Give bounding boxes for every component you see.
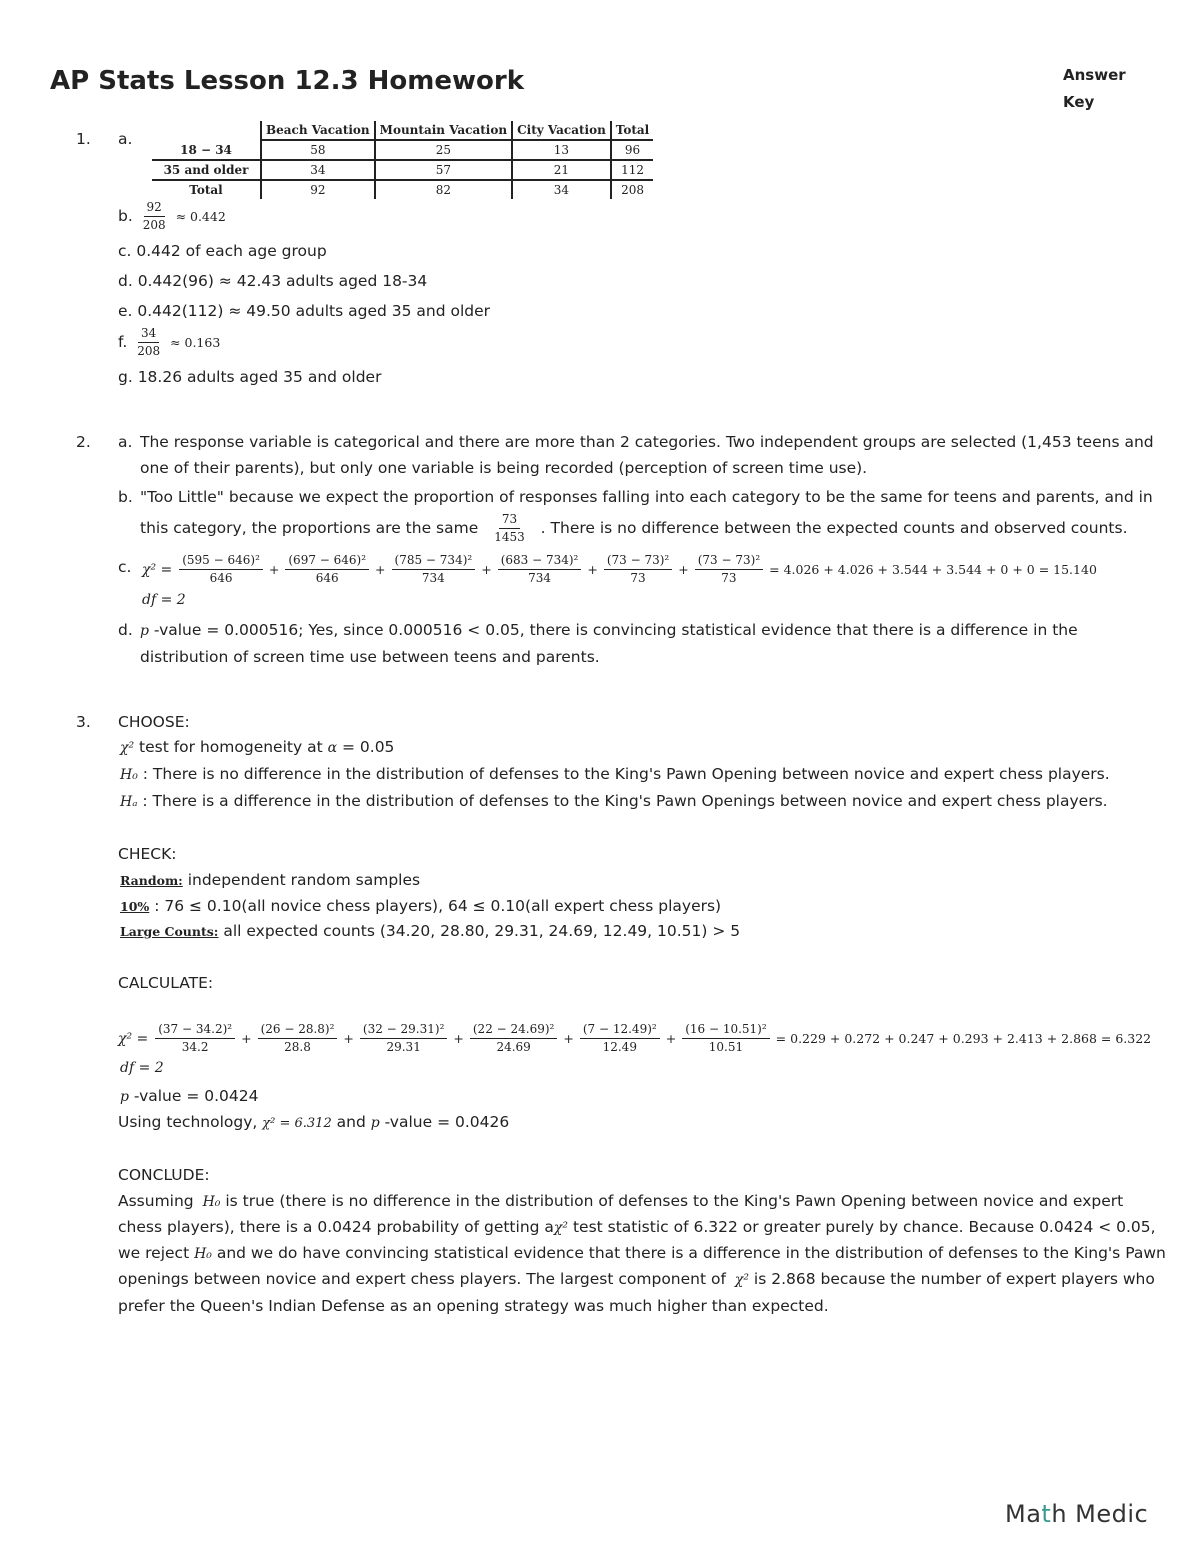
chi-square-symbol: χ² =	[118, 1031, 149, 1047]
table-row	[152, 180, 653, 199]
q2d-line1	[140, 621, 1078, 639]
large-counts-condition	[120, 922, 740, 940]
row-header: 35 and older	[152, 160, 261, 180]
logo-text: Ma	[1005, 1500, 1042, 1528]
fraction-term	[155, 1022, 235, 1055]
conclude-text: Assuming	[118, 1192, 194, 1210]
conclude-line1	[118, 1192, 1123, 1210]
fraction-term	[604, 553, 672, 586]
conclude-line4	[118, 1270, 1155, 1288]
table-corner	[152, 121, 261, 140]
q2a-line1: The response variable is categorical and there are more than 2 categories. Two independent groups are selected (1,453 teens and	[140, 433, 1154, 451]
plus-sign: +	[665, 1031, 677, 1046]
contingency-table	[152, 121, 653, 199]
q2b-line2	[140, 512, 1128, 545]
denominator: 208	[142, 218, 166, 232]
denominator: 12.49	[602, 1040, 637, 1054]
q1d: d. 0.442(96) ≈ 42.43 adults aged 18-34	[118, 272, 428, 290]
denominator: 10.51	[708, 1040, 744, 1054]
equation-result: = 0.229 + 0.272 + 0.247 + 0.293 + 2.413 + 2.868 = 6.322	[775, 1031, 1152, 1046]
denominator: 73	[630, 571, 646, 585]
col-header: City Vacation	[512, 121, 611, 140]
logo-text: t	[1041, 1500, 1052, 1528]
fraction-term	[470, 1022, 557, 1055]
numerator: 34	[138, 326, 159, 343]
q3-number: 3.	[76, 713, 91, 731]
conclude-heading: CONCLUDE:	[118, 1166, 210, 1184]
fraction	[491, 512, 528, 545]
table-cell: 82	[375, 180, 512, 199]
row-header: Total	[189, 183, 223, 197]
numerator: (683 − 734)²	[498, 553, 582, 570]
random-text: independent random samples	[182, 871, 421, 889]
h0-symbol: H₀	[120, 767, 138, 783]
plus-sign: +	[343, 1031, 354, 1046]
q2-number: 2.	[76, 433, 91, 451]
numerator: 73	[499, 512, 520, 529]
fraction	[134, 326, 163, 359]
q2b-text: this category, the proportions are the same	[140, 519, 479, 537]
numerator: 92	[144, 200, 165, 217]
denominator: 734	[528, 571, 551, 585]
choose-heading: CHOOSE:	[118, 713, 190, 731]
p-symbol: p	[370, 1115, 380, 1131]
tech-text: -value = 0.0426	[379, 1113, 510, 1131]
conclude-text: is 2.868 because the number of expert players who	[748, 1270, 1155, 1288]
q1f	[118, 326, 220, 359]
h0-text: : There is no difference in the distribution of defenses to the King's Pawn Opening between novice and expert chess players.	[137, 765, 1110, 783]
logo-text: h Medic	[1051, 1500, 1149, 1528]
q3-df: df = 2	[120, 1060, 164, 1076]
page-title: AP Stats Lesson 12.3 Homework	[50, 66, 525, 96]
fraction-term	[580, 1022, 660, 1055]
table-cell: 96	[611, 140, 653, 160]
fraction	[140, 200, 169, 233]
conclude-line5: prefer the Queen's Indian Defense as an opening strategy was much higher than expected.	[118, 1297, 829, 1315]
numerator: (32 − 29.31)²	[360, 1022, 447, 1039]
plus-sign: +	[563, 1031, 574, 1046]
fraction-term	[682, 1022, 769, 1055]
pvalue-text: -value = 0.0424	[128, 1087, 259, 1105]
numerator: (73 − 73)²	[695, 553, 763, 570]
ten-percent-label: 10%	[120, 899, 150, 914]
chi-square-symbol: χ²	[120, 740, 135, 756]
q2a-line2: one of their parents), but only one variable is being recorded (perception of screen time use).	[140, 459, 868, 477]
numerator: (22 − 24.69)²	[470, 1022, 557, 1039]
plus-sign: +	[241, 1031, 252, 1046]
alpha-symbol: α	[327, 740, 338, 756]
col-header: Total	[611, 121, 653, 140]
conclude-text: and we do have convincing statistical evidence that there is a difference in the distribution of defenses to the King's Pawn	[211, 1244, 1166, 1262]
chi-square-symbol: χ² =	[142, 562, 173, 578]
ha-symbol: Hₐ	[120, 794, 138, 810]
plus-sign: +	[678, 562, 689, 577]
table-cell: 58	[261, 140, 375, 160]
numerator: (697 − 646)²	[285, 553, 369, 570]
denominator: 24.69	[496, 1040, 531, 1054]
q2b-label: b.	[118, 488, 133, 506]
numerator: (16 − 10.51)²	[682, 1022, 769, 1039]
h0-symbol: H₀	[194, 1246, 212, 1262]
plus-sign: +	[453, 1031, 464, 1046]
denominator: 29.31	[386, 1040, 421, 1054]
ten-percent-text: : 76 ≤ 0.10(all novice chess players), 64 ≤ 0.10(all expert chess players)	[149, 897, 722, 915]
conclude-text: test statistic of 6.322 or greater purely by chance. Because 0.0424 < 0.05,	[568, 1218, 1156, 1236]
h0-symbol: H₀	[202, 1194, 221, 1210]
denominator: 1453	[494, 530, 525, 544]
ten-percent-condition	[120, 897, 721, 915]
random-label: Random:	[120, 873, 183, 888]
plus-sign: +	[587, 562, 598, 577]
q2d-text: -value = 0.000516; Yes, since 0.000516 < 0.05, there is convincing statistical evidence that there is a difference in the	[148, 621, 1078, 639]
technology-line	[118, 1113, 509, 1131]
table-cell: 34	[512, 180, 611, 199]
q1b-label: b.	[118, 207, 133, 225]
alt-hypothesis	[120, 792, 1108, 810]
conclude-text: openings between novice and expert chess players. The largest component of	[118, 1270, 726, 1288]
table-cell: 13	[512, 140, 611, 160]
table-cell: 92	[261, 180, 375, 199]
null-hypothesis	[120, 765, 1110, 783]
fraction-term	[695, 553, 763, 586]
q1-number: 1.	[76, 130, 91, 148]
answer-key-label: Answer Key	[1063, 66, 1126, 111]
table-cell: 21	[512, 160, 611, 180]
numerator: (785 − 734)²	[392, 553, 476, 570]
fraction-term	[258, 1022, 338, 1055]
tech-text: Using technology,	[118, 1113, 258, 1131]
denominator: 73	[721, 571, 737, 585]
fraction-term	[285, 553, 369, 586]
equation-result: = 4.026 + 4.026 + 3.544 + 3.544 + 0 + 0 = 15.140	[769, 562, 1097, 577]
col-header: Mountain Vacation	[375, 121, 512, 140]
numerator: (37 − 34.2)²	[155, 1022, 235, 1039]
table-cell: 34	[261, 160, 375, 180]
conclude-text: is true (there is no difference in the distribution of defenses to the King's Pawn Opening between novice and expert	[220, 1192, 1124, 1210]
q1g: g. 18.26 adults aged 35 and older	[118, 368, 382, 386]
denominator: 208	[137, 344, 161, 358]
table-row	[152, 160, 653, 180]
q2d-label: d.	[118, 621, 133, 639]
q1f-result: ≈ 0.163	[170, 335, 221, 350]
conclude-text: we reject	[118, 1244, 190, 1262]
calculate-heading: CALCULATE:	[118, 974, 214, 992]
row-header: 18 − 34	[152, 140, 261, 160]
q2b-text: . There is no difference between the expected counts and observed counts.	[540, 519, 1128, 537]
chi-square-symbol: χ²	[553, 1220, 569, 1236]
tech-chi: χ² = 6.312	[262, 1116, 332, 1131]
table-cell: 57	[375, 160, 512, 180]
numerator: (26 − 28.8)²	[258, 1022, 338, 1039]
q3-equation	[118, 1022, 1151, 1055]
q2d-line2: distribution of screen time use between teens and parents.	[140, 648, 600, 666]
chi-square-symbol: χ²	[734, 1272, 749, 1288]
tech-text: and	[331, 1113, 371, 1131]
q1a-label: a.	[118, 130, 133, 148]
random-condition	[120, 871, 420, 889]
numerator: (595 − 646)²	[179, 553, 263, 570]
denominator: 34.2	[181, 1040, 209, 1054]
conclude-line3	[118, 1244, 1166, 1262]
table-cell: 25	[375, 140, 512, 160]
q1b-result: ≈ 0.442	[175, 209, 226, 224]
plus-sign: +	[481, 562, 492, 577]
fraction-term	[392, 553, 476, 586]
table-row	[152, 140, 653, 160]
conclude-text: chess players), there is a 0.0424 probability of getting a	[118, 1218, 554, 1236]
fraction-term	[179, 553, 263, 586]
numerator: (7 − 12.49)²	[580, 1022, 660, 1039]
plus-sign: +	[268, 562, 280, 577]
conclude-line2	[118, 1218, 1156, 1236]
q2c-equation	[142, 553, 1097, 586]
q3-pvalue	[120, 1087, 259, 1105]
test-line	[120, 738, 394, 756]
table-cell: 208	[611, 180, 653, 199]
p-symbol: p	[140, 623, 149, 639]
numerator: (73 − 73)²	[604, 553, 672, 570]
denominator: 734	[421, 571, 445, 585]
fraction-term	[360, 1022, 447, 1055]
q1f-label: f.	[118, 333, 128, 351]
q2c-label: c.	[118, 558, 132, 576]
p-symbol: p	[120, 1089, 129, 1105]
col-header: Beach Vacation	[261, 121, 375, 140]
fraction-term	[498, 553, 582, 586]
q1e: e. 0.442(112) ≈ 49.50 adults aged 35 and older	[118, 302, 491, 320]
plus-sign: +	[375, 562, 386, 577]
denominator: 646	[209, 571, 233, 585]
alpha-value: = 0.05	[337, 738, 395, 756]
q2a-label: a.	[118, 433, 133, 451]
math-medic-logo	[1005, 1500, 1148, 1528]
q2c-df: df = 2	[142, 592, 186, 608]
table-cell: 112	[611, 160, 653, 180]
test-text: test for homogeneity at	[134, 738, 328, 756]
q2b-line1: "Too Little" because we expect the proportion of responses falling into each category to be the same for teens and parents, and in	[140, 488, 1153, 506]
q1c: c. 0.442 of each age group	[118, 242, 327, 260]
q1b	[118, 200, 226, 233]
denominator: 646	[315, 571, 339, 585]
large-counts-text: all expected counts (34.20, 28.80, 29.31, 24.69, 12.49, 10.51) > 5	[218, 922, 741, 940]
large-counts-label: Large Counts:	[120, 924, 219, 939]
ha-text: : There is a difference in the distribution of defenses to the King's Pawn Openings between novice and expert chess players.	[137, 792, 1108, 810]
check-heading: CHECK:	[118, 845, 177, 863]
denominator: 28.8	[284, 1040, 311, 1054]
